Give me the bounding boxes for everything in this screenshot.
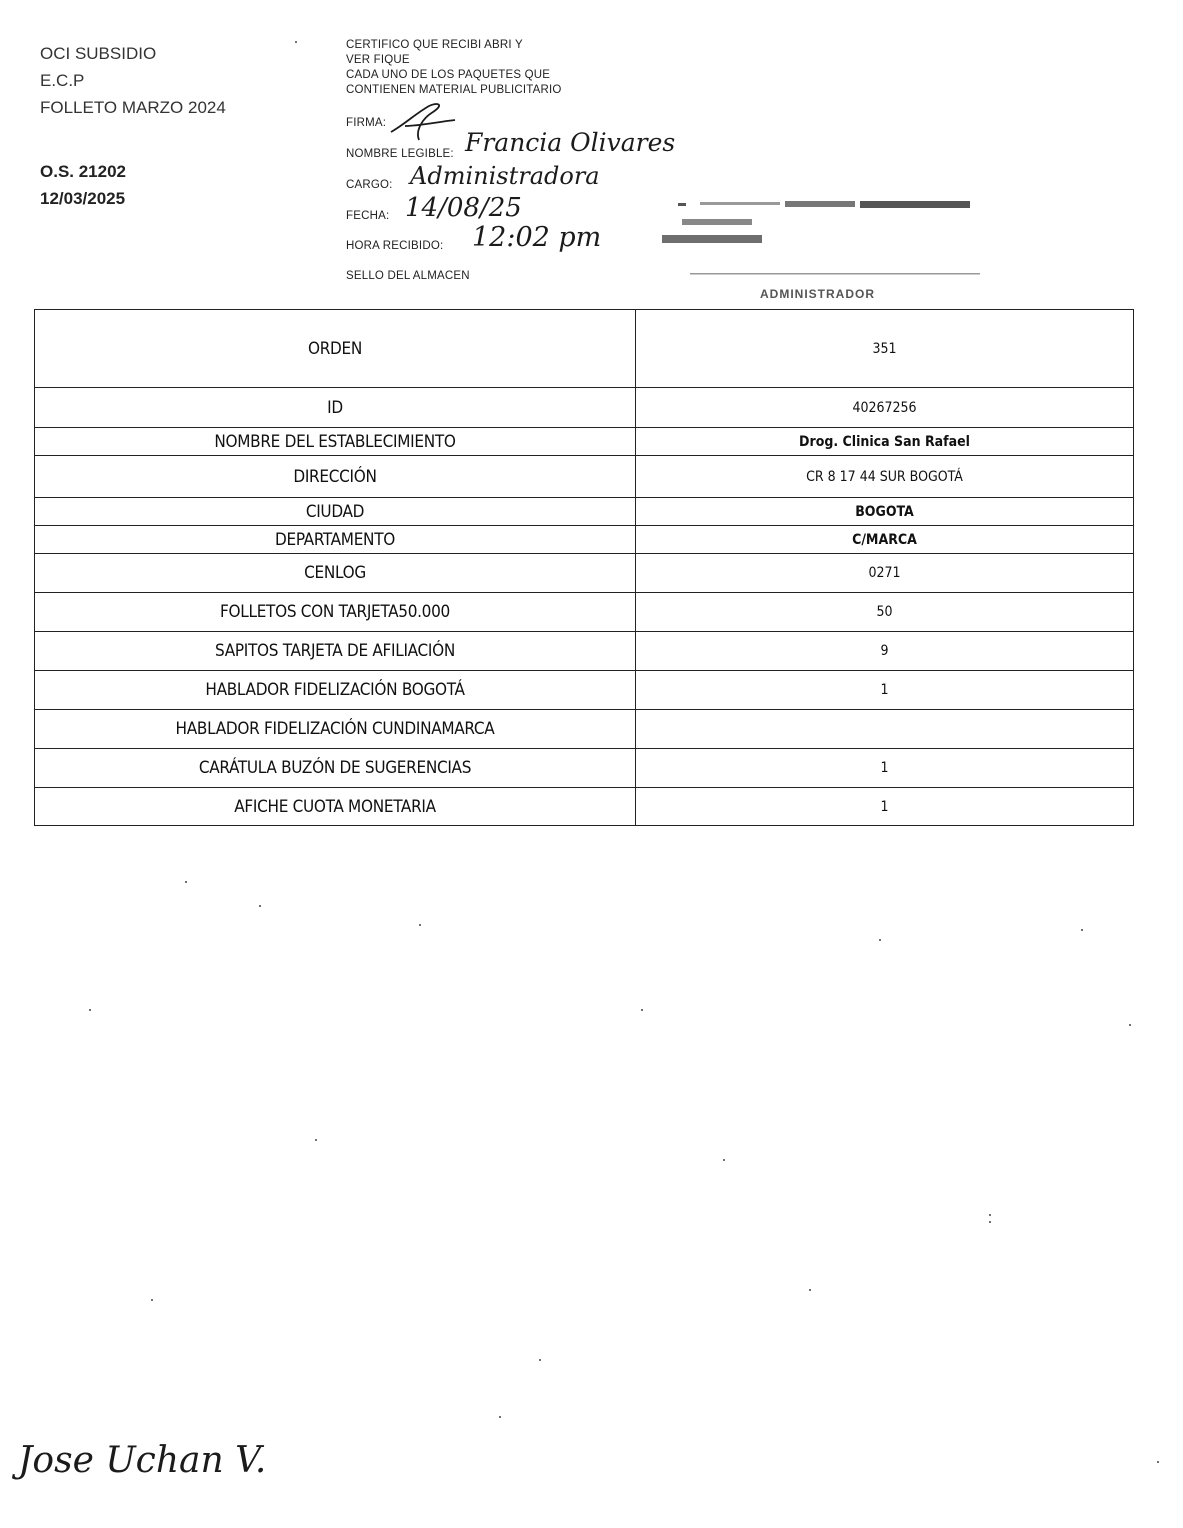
sello-label: SELLO DEL ALMACEN bbox=[346, 270, 470, 282]
row-label-departamento: DEPARTAMENTO bbox=[35, 526, 636, 554]
row-value-departamento: C/MARCA bbox=[636, 526, 1134, 554]
row-value-folletos: 50 bbox=[636, 593, 1134, 632]
row-value-cenlog: 0271 bbox=[636, 554, 1134, 593]
fecha-value: 14/08/25 bbox=[405, 193, 522, 223]
firma-signature-mark bbox=[385, 96, 465, 148]
header-ecp: E.C.P bbox=[40, 71, 85, 90]
hora-value: 12:02 pm bbox=[472, 222, 602, 253]
header-left bbox=[40, 40, 226, 212]
certificate-text bbox=[346, 38, 562, 98]
table-row bbox=[35, 710, 1134, 749]
stamp-administrador: ADMINISTRADOR bbox=[760, 287, 875, 301]
cargo-label: CARGO: bbox=[346, 179, 393, 191]
table-row bbox=[35, 632, 1134, 671]
cert-line-3: CADA UNO DE LOS PAQUETES QUE bbox=[346, 69, 551, 81]
table-row bbox=[35, 498, 1134, 526]
row-value-direccion: CR 8 17 44 SUR BOGOTÁ bbox=[636, 456, 1134, 498]
row-label-caratula: CARÁTULA BUZÓN DE SUGERENCIAS bbox=[35, 749, 636, 788]
header-os: O.S. 21202 bbox=[40, 162, 127, 181]
firma-label: FIRMA: bbox=[346, 117, 387, 129]
row-value-hablador-bogota: 1 bbox=[636, 671, 1134, 710]
row-label-id: ID bbox=[35, 388, 636, 428]
row-value-orden: 351 bbox=[636, 310, 1134, 388]
order-table bbox=[34, 309, 1134, 826]
row-label-cenlog: CENLOG bbox=[35, 554, 636, 593]
row-label-folletos: FOLLETOS CON TARJETA50.000 bbox=[35, 593, 636, 632]
row-value-sapitos: 9 bbox=[636, 632, 1134, 671]
row-label-establecimiento: NOMBRE DEL ESTABLECIMIENTO bbox=[35, 428, 636, 456]
header-folleto: FOLLETO MARZO 2024 bbox=[40, 98, 226, 117]
table-row bbox=[35, 554, 1134, 593]
row-label-hablador-bogota: HABLADOR FIDELIZACIÓN BOGOTÁ bbox=[35, 671, 636, 710]
row-value-hablador-cundinamarca bbox=[636, 710, 1134, 749]
table-row bbox=[35, 526, 1134, 554]
row-value-caratula: 1 bbox=[636, 749, 1134, 788]
row-value-id: 40267256 bbox=[636, 388, 1134, 428]
row-label-orden: ORDEN bbox=[35, 310, 636, 388]
table-row bbox=[35, 388, 1134, 428]
row-label-direccion: DIRECCIÓN bbox=[35, 456, 636, 498]
table-row bbox=[35, 593, 1134, 632]
row-label-sapitos: SAPITOS TARJETA DE AFILIACIÓN bbox=[35, 632, 636, 671]
table-row bbox=[35, 428, 1134, 456]
cert-line-1: CERTIFICO QUE RECIBI ABRI Y bbox=[346, 39, 523, 51]
row-label-hablador-cundinamarca: HABLADOR FIDELIZACIÓN CUNDINAMARCA bbox=[35, 710, 636, 749]
cert-line-4: CONTIENEN MATERIAL PUBLICITARIO bbox=[346, 84, 562, 96]
table-row bbox=[35, 310, 1134, 388]
header-date: 12/03/2025 bbox=[40, 189, 126, 208]
row-label-ciudad: CIUDAD bbox=[35, 498, 636, 526]
table-row bbox=[35, 456, 1134, 498]
footer-signature: Jose Uchan V. bbox=[18, 1440, 267, 1481]
fecha-label: FECHA: bbox=[346, 210, 390, 222]
row-value-establecimiento: Drog. Clinica San Rafael bbox=[636, 428, 1134, 456]
table-row bbox=[35, 788, 1134, 826]
row-value-afiche: 1 bbox=[636, 788, 1134, 826]
table-row bbox=[35, 749, 1134, 788]
header-subsidio: OCI SUBSIDIO bbox=[40, 44, 157, 63]
nombre-label: NOMBRE LEGIBLE: bbox=[346, 148, 454, 160]
row-label-afiche: AFICHE CUOTA MONETARIA bbox=[35, 788, 636, 826]
hora-label: HORA RECIBIDO: bbox=[346, 240, 444, 252]
nombre-value: Francia Olivares bbox=[465, 128, 676, 157]
cert-line-2: VER FIQUE bbox=[346, 54, 410, 66]
table-row bbox=[35, 671, 1134, 710]
cargo-value: Administradora bbox=[410, 162, 600, 190]
row-value-ciudad: BOGOTA bbox=[636, 498, 1134, 526]
